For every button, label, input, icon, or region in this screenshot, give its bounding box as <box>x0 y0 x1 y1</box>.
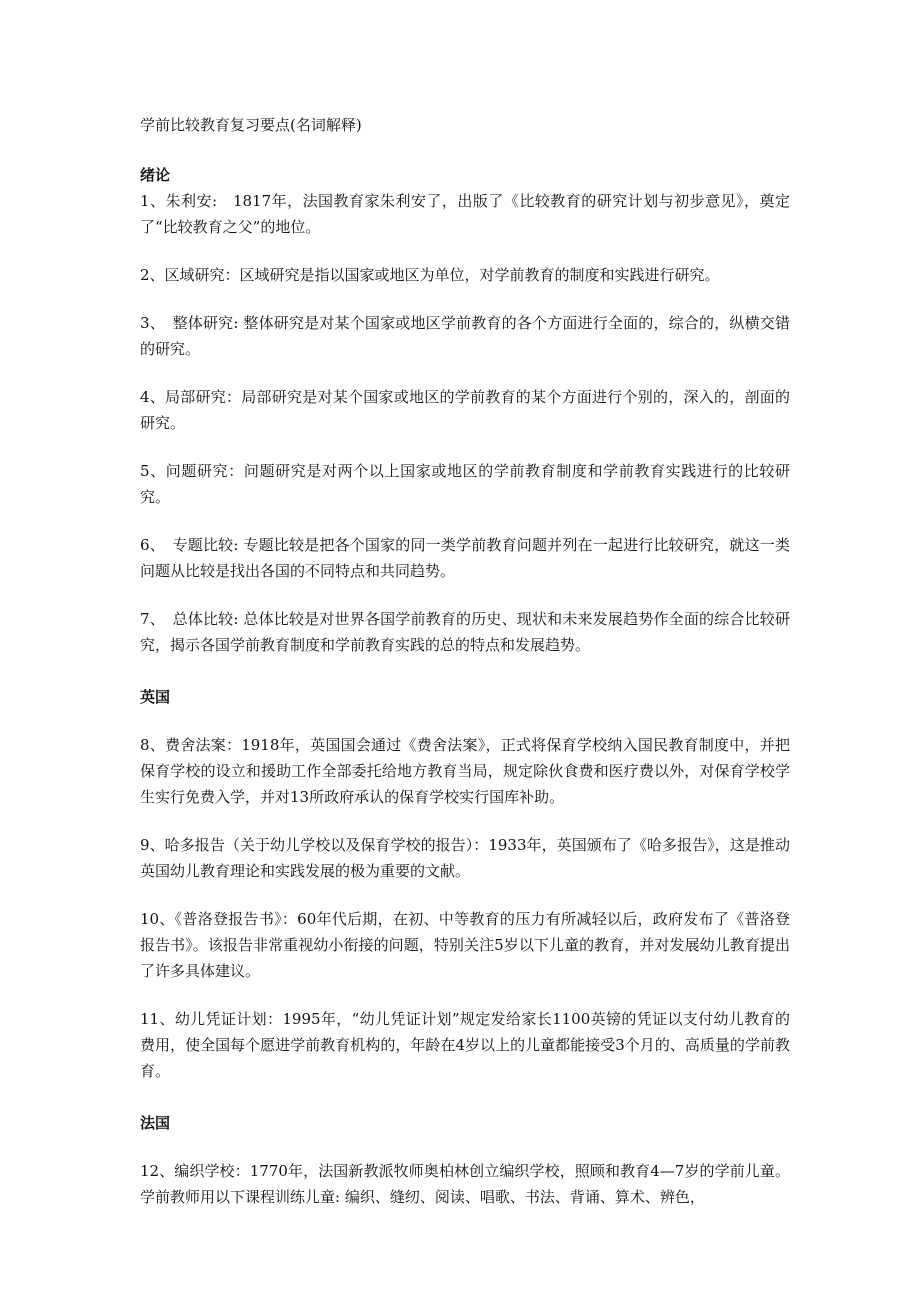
entry-10: 10、《普洛登报告书》：60年代后期，在初、中等教育的压力有所减轻以后，政府发布了《普洛登报告书》。该报告非常重视幼小衔接的问题，特别关注5岁以下儿童的教育，并对发展幼儿教育提出了许多具体建议。 <box>140 910 790 980</box>
entry-12: 12、编织学校：1770年，法国新教派牧师奥柏林创立编织学校，照顾和教育4—7岁的学前儿童。学前教师用以下课程训练儿童: 编织、缝纫、阅读、唱歌、书法、背诵、算术、辨色， <box>140 1162 790 1206</box>
entry-1: 1、朱利安: 1817年，法国教育家朱利安了，出版了《比较教育的研究计划与初步意见》，奠定了“比较教育之父”的地位。 <box>140 192 790 236</box>
entry-11: 11、幼儿凭证计划：1995年，“幼儿凭证计划”规定发给家长1100英镑的凭证以支付幼儿教育的费用，使全国每个愿进学前教育机构的，年龄在4岁以上的儿童都能接受3个月的、高质量的学前教育。 <box>140 1010 790 1080</box>
section-heading-uk: 英国 <box>140 688 171 706</box>
entry-8: 8、费舍法案：1918年，英国国会通过《费舍法案》，正式将保育学校纳入国民教育制度中，并把保育学校的设立和援助工作全部委托给地方教育当局，规定除伙食费和医疗费以外，对保育学校学生实行免费入学，并对13所政府承认的保育学校实行国库补助。 <box>140 736 790 806</box>
entry-2: 2、区域研究：区域研究是指以国家或地区为单位，对学前教育的制度和实践进行研究。 <box>140 266 720 284</box>
entry-5: 5、问题研究：问题研究是对两个以上国家或地区的学前教育制度和学前教育实践进行的比较研究。 <box>140 462 790 506</box>
document-page <box>140 112 790 1232</box>
entry-4: 4、局部研究：局部研究是对某个国家或地区的学前教育的某个方面进行个别的，深入的，剖面的研究。 <box>140 388 790 432</box>
entry-3: 3、 整体研究: 整体研究是对某个国家或地区学前教育的各个方面进行全面的，综合的，纵横交错的研究。 <box>140 314 790 358</box>
section-heading-france: 法国 <box>140 1114 171 1132</box>
section-heading-introduction: 绪论 <box>140 166 171 184</box>
entry-9: 9、哈多报告（关于幼儿学校以及保育学校的报告）：1933年，英国颁布了《哈多报告》，这是推动英国幼儿教育理论和实践发展的极为重要的文献。 <box>140 836 790 880</box>
entry-7: 7、 总体比较: 总体比较是对世界各国学前教育的历史、现状和未来发展趋势作全面的综合比较研究，揭示各国学前教育制度和学前教育实践的总的特点和发展趋势。 <box>140 610 790 654</box>
entry-6: 6、 专题比较: 专题比较是把各个国家的同一类学前教育问题并列在一起进行比较研究，就这一类问题从比较是找出各国的不同特点和共同趋势。 <box>140 536 790 580</box>
document-title: 学前比较教育复习要点(名词解释) <box>140 116 362 134</box>
